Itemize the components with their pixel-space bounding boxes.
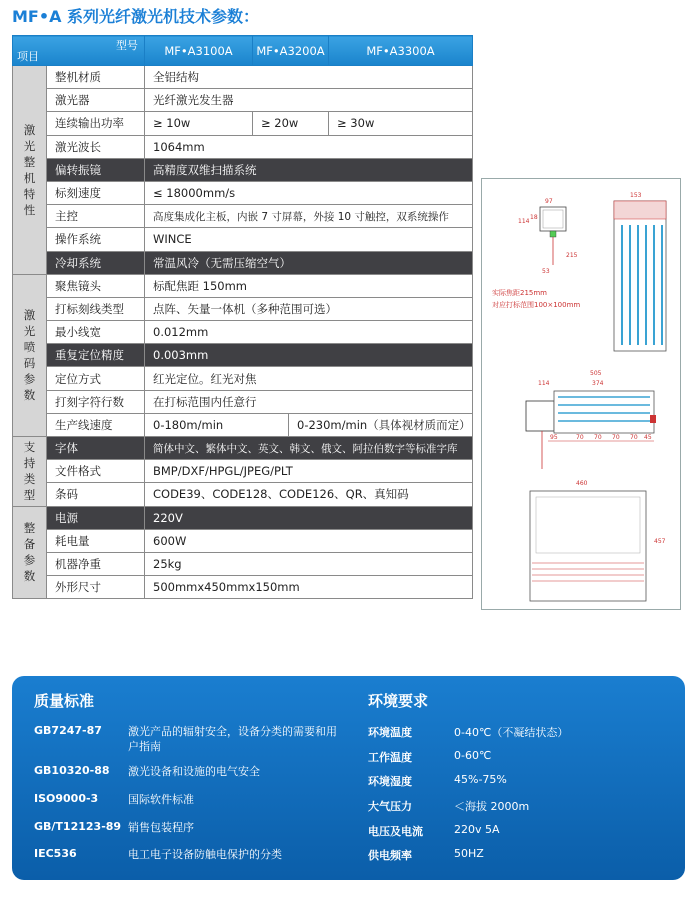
row-label: 标刻速度 <box>47 181 145 204</box>
dim-label: 70 <box>630 434 638 441</box>
dim-label: 70 <box>594 434 602 441</box>
environment-label: 工作温度 <box>368 751 412 764</box>
row-value: 0-230m/min（具体视材质而定） <box>289 413 473 436</box>
dim-label: 53 <box>542 268 550 275</box>
row-label: 条码 <box>47 483 145 506</box>
quality-desc: 电工电子设备防触电保护的分类 <box>128 848 282 861</box>
row-value: BMP/DXF/HPGL/JPEG/PLT <box>145 460 473 483</box>
environment-value: 50HZ <box>454 847 484 860</box>
standards-panel <box>12 676 685 880</box>
row-value: ≥ 10w <box>145 112 253 135</box>
environment-label: 环境温度 <box>368 726 412 739</box>
row-value: ≥ 30w <box>329 112 473 135</box>
environment-heading: 环境要求 <box>368 692 429 710</box>
environment-value: ＜海拔 2000m <box>454 800 530 813</box>
row-label: 耗电量 <box>47 529 145 552</box>
row-value: 高精度双维扫描系统 <box>145 158 473 181</box>
dim-label: 457 <box>654 538 666 545</box>
row-label: 打刻字符行数 <box>47 390 145 413</box>
category-laser-coding: 激 光 喷 码 参 数 <box>13 274 47 436</box>
environment-label: 环境湿度 <box>368 775 412 788</box>
row-value: CODE39、CODE128、CODE126、QR、真知码 <box>145 483 473 506</box>
quality-desc: 激光设备和设施的电气安全 <box>128 765 260 778</box>
row-label: 聚焦镜头 <box>47 274 145 297</box>
spec-table <box>12 35 473 599</box>
row-value: 高度集成化主板，内嵌 7 寸屏幕，外接 10 寸触控，双系统操作 <box>145 205 473 228</box>
dim-label: 153 <box>630 192 642 199</box>
row-label: 整机材质 <box>47 66 145 89</box>
row-value: 标配焦距 150mm <box>145 274 473 297</box>
environment-label: 电压及电流 <box>368 825 423 838</box>
row-value: 光纤激光发生器 <box>145 89 473 112</box>
dim-label: 70 <box>576 434 584 441</box>
row-value: 简体中文、繁体中文、英文、韩文、俄文、阿拉伯数字等标准字库 <box>145 437 473 460</box>
quality-code: ISO9000-3 <box>34 792 99 805</box>
header-model-label: 型号 <box>116 39 138 52</box>
quality-heading: 质量标准 <box>34 692 95 710</box>
page-title: MF•A 系列光纤激光机技术参数： <box>12 7 260 26</box>
row-value: 0.012mm <box>145 321 473 344</box>
row-label: 连续输出功率 <box>47 112 145 135</box>
top-view-shape <box>530 491 646 601</box>
row-label: 生产线速度 <box>47 413 145 436</box>
row-label: 字体 <box>47 437 145 460</box>
row-label: 操作系统 <box>47 228 145 251</box>
header-model-3: MF•A3300A <box>329 36 473 66</box>
dim-label: 97 <box>545 198 553 205</box>
header-item-label: 项目 <box>17 50 39 63</box>
header-model-1: MF•A3100A <box>145 36 253 66</box>
row-label: 激光器 <box>47 89 145 112</box>
row-value: 在打标范围内任意行 <box>145 390 473 413</box>
dim-label: 460 <box>576 480 588 487</box>
row-label: 机器净重 <box>47 552 145 575</box>
row-label: 电源 <box>47 506 145 529</box>
quality-code: IEC536 <box>34 847 77 860</box>
row-label: 偏转振镜 <box>47 158 145 181</box>
environment-value: 45%-75% <box>454 773 507 786</box>
row-label: 冷却系统 <box>47 251 145 274</box>
dim-label: 114 <box>538 380 550 387</box>
row-label: 定位方式 <box>47 367 145 390</box>
dim-label: 45 <box>644 434 652 441</box>
technical-drawing <box>481 178 681 610</box>
row-label: 激光波长 <box>47 135 145 158</box>
environment-label: 大气压力 <box>368 800 412 813</box>
row-value: ≥ 20w <box>253 112 329 135</box>
quality-code: GB/T12123-89 <box>34 820 122 833</box>
header-corner <box>13 36 145 66</box>
drawing-svg <box>482 179 680 609</box>
row-value: ≤ 18000mm/s <box>145 181 473 204</box>
row-label: 主控 <box>47 205 145 228</box>
dim-label: 18 <box>530 214 538 221</box>
quality-desc: 销售包装程序 <box>128 821 194 834</box>
environment-label: 供电频率 <box>368 849 412 862</box>
header-model-2: MF•A3200A <box>253 36 329 66</box>
quality-code: GB10320-88 <box>34 764 110 777</box>
row-label: 最小线宽 <box>47 321 145 344</box>
laser-head-shape <box>540 207 566 231</box>
row-label: 文件格式 <box>47 460 145 483</box>
row-value: WINCE <box>145 228 473 251</box>
dim-label: 374 <box>592 380 604 387</box>
row-value: 500mmx450mmx150mm <box>145 576 473 599</box>
row-label: 重复定位精度 <box>47 344 145 367</box>
quality-desc: 国际软件标准 <box>128 793 194 806</box>
row-value: 220V <box>145 506 473 529</box>
dim-label: 70 <box>612 434 620 441</box>
dim-label: 505 <box>590 370 602 377</box>
drawing-note-focus: 实际焦距215mm <box>492 289 547 297</box>
drawing-note-range: 对应打标范围100×100mm <box>492 301 581 309</box>
dim-label: 215 <box>566 252 578 259</box>
row-value: 常温风冷（无需压缩空气） <box>145 251 473 274</box>
environment-value: 220v 5A <box>454 823 500 836</box>
dim-label: 114 <box>518 218 530 225</box>
quality-code: GB7247-87 <box>34 724 102 737</box>
dim-label: 95 <box>550 434 558 441</box>
row-value: 1064mm <box>145 135 473 158</box>
category-support-types: 支 持 类 型 <box>13 437 47 507</box>
row-value: 25kg <box>145 552 473 575</box>
row-value: 0-180m/min <box>145 413 289 436</box>
environment-value: 0-40℃（不凝结状态） <box>454 726 569 739</box>
row-label: 打标刻线类型 <box>47 297 145 320</box>
table-header-row <box>13 36 473 66</box>
category-equipment: 整 备 参 数 <box>13 506 47 599</box>
row-value: 0.003mm <box>145 344 473 367</box>
row-value: 红光定位。红光对焦 <box>145 367 473 390</box>
row-value: 600W <box>145 529 473 552</box>
side-head-shape <box>526 401 554 431</box>
category-laser-machine: 激 光 整 机 特 性 <box>13 66 47 275</box>
row-label: 外形尺寸 <box>47 576 145 599</box>
quality-desc: 激光产品的辐射安全，设备分类的需要和用户指南 <box>128 725 337 753</box>
row-value: 点阵、矢量一体机（多种范围可选） <box>145 297 473 320</box>
environment-value: 0-60℃ <box>454 749 492 762</box>
row-value: 全铝结构 <box>145 66 473 89</box>
